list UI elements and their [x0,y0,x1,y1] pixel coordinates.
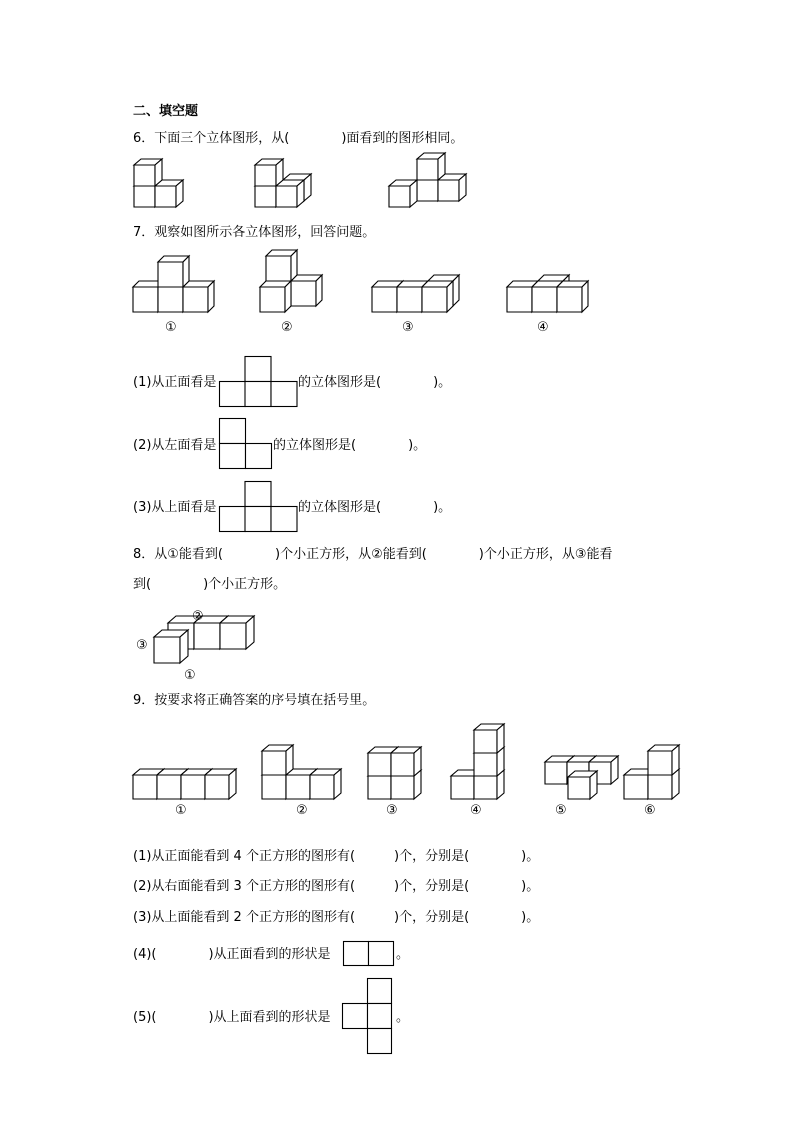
q9-label-2: ② [296,803,308,818]
q7-label-1: ① [165,320,177,335]
cube-face [672,745,679,775]
cube-face [451,776,474,799]
q9-label-5: ⑤ [555,803,567,818]
q7-label-4: ④ [537,320,549,335]
cube-face [624,775,648,799]
q8-label-top: ② [192,609,204,624]
cube-face [568,777,590,799]
q8-label-left: ③ [136,638,148,653]
q9-figure-4 [451,724,504,799]
cube-face [133,775,157,799]
q9-sub4-suffix: 。 [396,947,410,962]
q7-sub3-prefix: (3)从上面看是 [133,500,217,515]
q9-label-1: ① [175,803,187,818]
q9-sub4-prefix: (4)( )从正面看到的形状是 [133,947,331,962]
cube-face [545,762,567,784]
q9-figure-6 [624,745,679,799]
q9-sub5-suffix: 。 [396,1010,410,1025]
cube-face [648,751,672,775]
q9-sub1: (1)从正面能看到 4 个正方形的图形有( )个，分别是( )。 [133,849,540,864]
cube-face [262,751,286,775]
q7-sub3-suffix: 的立体图形是( )。 [298,500,452,515]
q7-label-2: ② [281,320,293,335]
q9-sub4-shape [343,941,397,968]
q7-sub2-prefix: (2)从左面看是 [133,438,217,453]
q9-sub5-prefix: (5)( )从上面看到的形状是 [133,1010,331,1025]
cube-face [474,753,497,776]
q9-figure-3 [368,747,421,799]
cube-face [368,753,391,776]
cube-face [474,776,497,799]
q7-sub1-suffix: 的立体图形是( )。 [298,375,452,390]
cube-face [334,769,341,799]
cube-face [391,776,414,799]
cube-face [286,745,293,775]
q9-label-6: ⑥ [644,803,656,818]
cube-face [391,753,414,776]
cube-face [262,775,286,799]
cube-face [157,775,181,799]
q6-text: 6．下面三个立体图形，从( )面看到的图形相同。 [133,131,464,146]
q7-sub2-suffix: 的立体图形是( )。 [273,438,427,453]
q8-label-front: ① [184,668,196,683]
q9-figure-1 [133,769,236,799]
cube-face [648,775,672,799]
cube-face [205,775,229,799]
q8-line2: 到( )个小正方形。 [133,577,287,592]
q9-sub2: (2)从右面能看到 3 个正方形的图形有( )个，分别是( )。 [133,879,540,894]
q9-figure-2 [262,745,341,799]
q7-text: 7．观察如图所示各立体图形，回答问题。 [133,225,376,240]
q7-sub1-prefix: (1)从正面看是 [133,375,217,390]
q9-label-3: ③ [386,803,398,818]
cube-face [310,775,334,799]
q9-text: 9．按要求将正确答案的序号填在括号里。 [133,693,376,708]
cube-face [181,775,205,799]
q8-line1: 8．从①能看到( )个小正方形，从②能看到( )个小正方形，从③能看 [133,547,613,562]
cube-face [474,730,497,753]
q9-figure-5 [545,756,618,799]
q9-label-4: ④ [470,803,482,818]
q9-sub5-shape [342,978,394,1056]
q9-sub3: (3)从上面能看到 2 个正方形的图形有( )个，分别是( )。 [133,910,540,925]
cube-face [368,776,391,799]
cube-face [229,769,236,799]
q7-label-3: ③ [402,320,414,335]
section-title: 二、填空题 [133,104,199,119]
cube-face [286,775,310,799]
